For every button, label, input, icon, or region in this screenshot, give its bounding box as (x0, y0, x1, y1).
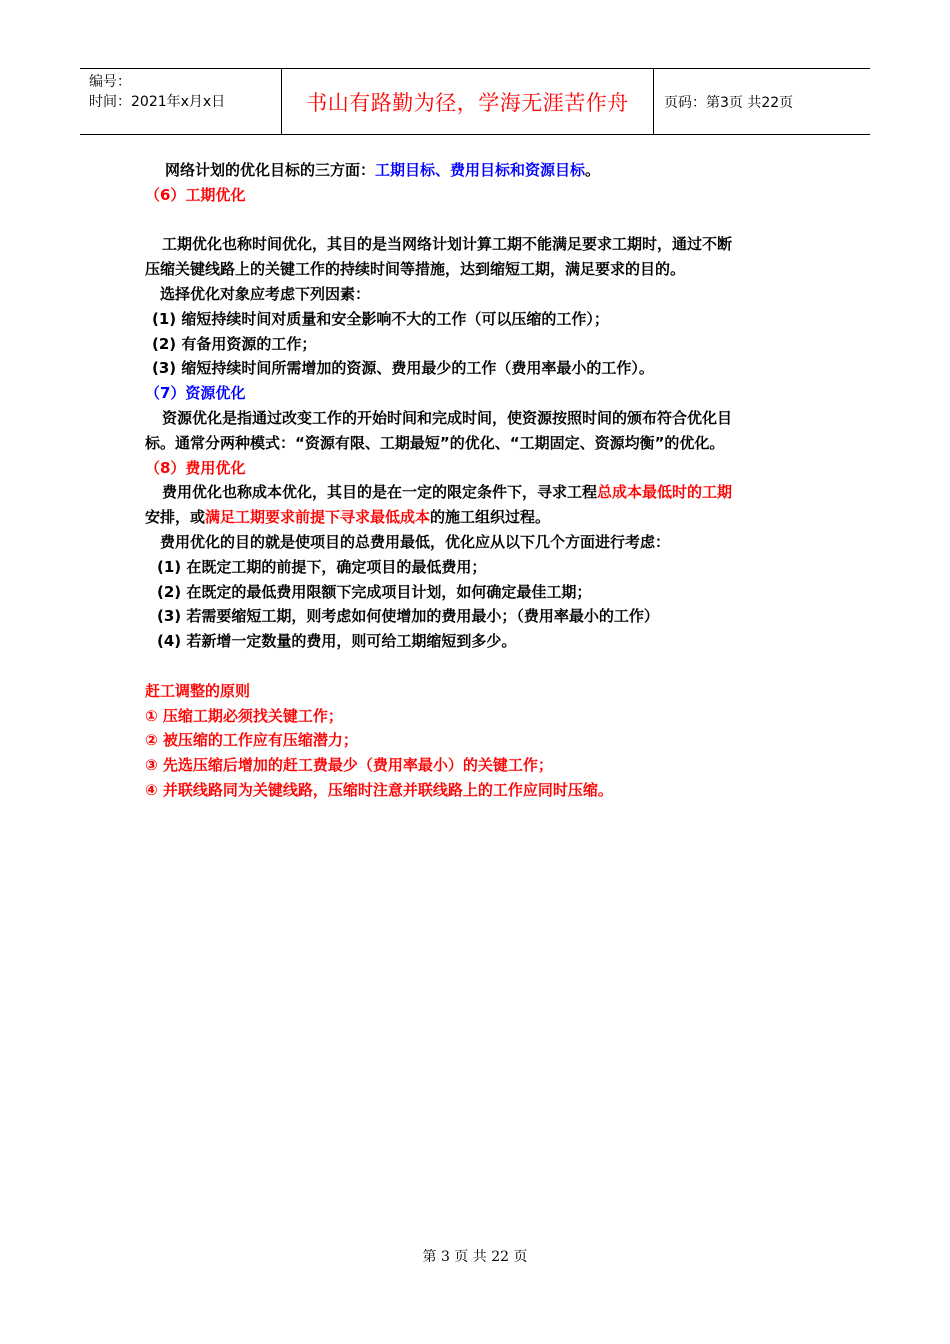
list-item: (4) 若新增一定数量的费用，则可给工期缩短到多少。 (157, 632, 517, 651)
highlight-text: 总成本最低时的工期 (597, 483, 733, 502)
optimization-goals: 网络计划的优化目标的三方面：工期目标、费用目标和资源目标。 (165, 161, 601, 179)
paragraph: 费用优化的目的就是使项目的总费用最低，优化应从以下几个方面进行考虑： (160, 532, 671, 551)
list-item: (1) 缩短持续时间对质量和安全影响不大的工作（可以压缩的工作）； (152, 309, 609, 328)
document-body (145, 158, 825, 803)
list-item: (2) 在既定的最低费用限额下完成项目计划，如何确定最佳工期； (157, 582, 592, 601)
paragraph: 选择优化对象应考虑下列因素： (160, 284, 371, 303)
page-header (80, 68, 870, 135)
paragraph: 压缩关键线路上的关键工作的持续时间等措施，达到缩短工期，满足要求的目的。 (145, 260, 686, 279)
header-motto: 书山有路勤为径，学海无涯苦作舟 (282, 69, 654, 134)
paragraph: 安排，或满足工期要求前提下寻求最低成本的施工组织过程。 (145, 508, 551, 527)
list-item: (2) 有备用资源的工作； (152, 334, 317, 353)
list-item: (3) 若需要缩短工期，则考虑如何使增加的费用最小；（费用率最小的工作） (157, 607, 659, 626)
list-item: (1) 在既定工期的前提下，确定项目的最低费用； (157, 557, 487, 576)
principle-item: ② 被压缩的工作应有压缩潜力； (145, 731, 358, 750)
heading-rush-principles: 赶工调整的原则 (145, 681, 251, 700)
header-time: 时间：2021年x月x日 (89, 94, 226, 110)
page-footer: 第 3 页 共 22 页 (422, 1249, 528, 1265)
principle-item: ④ 并联线路同为关键线路，压缩时注意并联线路上的工作应同时压缩。 (145, 780, 613, 799)
heading-cost-optimization: （8）费用优化 (145, 458, 246, 477)
paragraph: 资源优化是指通过改变工作的开始时间和完成时间，使资源按照时间的颁布符合优化目 (162, 408, 733, 427)
list-item: (3) 缩短持续时间所需增加的资源、费用最少的工作（费用率最小的工作）。 (152, 359, 654, 378)
header-page-info: 页码：第3页 共22页 (664, 94, 794, 111)
heading-resource-optimization: （7）资源优化 (145, 384, 246, 403)
heading-duration-optimization: （6）工期优化 (145, 185, 246, 204)
header-number: 编号： (89, 74, 131, 90)
highlight-text: 满足工期要求前提下寻求最低成本 (205, 508, 431, 527)
paragraph: 标。通常分两种模式：“资源有限、工期最短”的优化、“工期固定、资源均衡”的优化。 (145, 433, 725, 452)
goals-highlight: 工期目标、费用目标和资源目标 (375, 161, 586, 179)
principle-item: ③ 先选压缩后增加的赶工费最少（费用率最小）的关键工作； (145, 756, 553, 775)
header-meta (80, 69, 282, 134)
paragraph: 费用优化也称成本优化，其目的是在一定的限定条件下，寻求工程总成本最低时的工期 (162, 483, 733, 502)
paragraph: 工期优化也称时间优化，其目的是当网络计划计算工期不能满足要求工期时，通过不断 (162, 235, 733, 254)
principle-item: ① 压缩工期必须找关键工作； (145, 706, 343, 725)
